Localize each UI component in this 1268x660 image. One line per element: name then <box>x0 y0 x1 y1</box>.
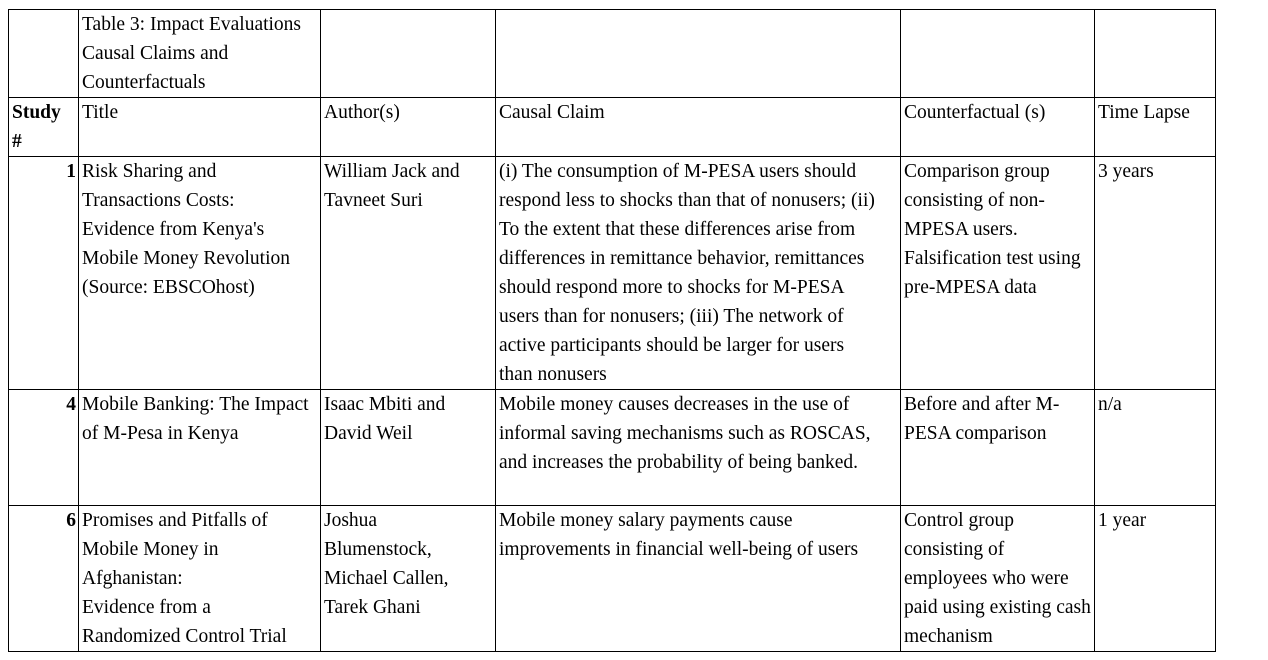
impact-evaluations-table <box>8 9 1216 652</box>
study-number: 4 <box>9 390 79 506</box>
counterfactual: Control group consisting of employees who were paid using existing cash mechanism <box>901 506 1095 652</box>
causal-claim: (i) The consumption of M-PESA users should respond less to shocks than that of nonusers; (ii) To the extent that these differences arise from differences in remittance behavior, remittances should respond more to shocks for M-PESA users than for nonusers; (iii) The network of active participants should be larger for users than nonusers <box>496 157 901 390</box>
empty-cell <box>496 10 901 98</box>
time-lapse: 3 years <box>1095 157 1216 390</box>
header-counterfactual: Counterfactual (s) <box>901 98 1095 157</box>
causal-claim: Mobile money causes decreases in the use of informal saving mechanisms such as ROSCAS, and increases the probability of being banked. <box>496 390 901 506</box>
empty-cell <box>321 10 496 98</box>
study-number: 6 <box>9 506 79 652</box>
study-number: 1 <box>9 157 79 390</box>
header-time-lapse: Time Lapse <box>1095 98 1216 157</box>
time-lapse: 1 year <box>1095 506 1216 652</box>
table-row <box>9 157 1216 390</box>
study-authors: Isaac Mbiti and David Weil <box>321 390 496 506</box>
empty-cell <box>1095 10 1216 98</box>
header-authors: Author(s) <box>321 98 496 157</box>
study-authors: William Jack and Tavneet Suri <box>321 157 496 390</box>
empty-cell <box>9 10 79 98</box>
table-row <box>9 506 1216 652</box>
counterfactual: Comparison group consisting of non- MPESA users. Falsification test using pre-MPESA data <box>901 157 1095 390</box>
causal-claim: Mobile money salary payments cause improvements in financial well-being of users <box>496 506 901 652</box>
counterfactual: Before and after M- PESA comparison <box>901 390 1095 506</box>
table-row <box>9 390 1216 506</box>
study-authors: Joshua Blumenstock, Michael Callen, Tarek Ghani <box>321 506 496 652</box>
header-causal-claim: Causal Claim <box>496 98 901 157</box>
header-title: Title <box>79 98 321 157</box>
header-row <box>9 98 1216 157</box>
header-study: Study # <box>9 98 79 157</box>
study-title: Risk Sharing and Transactions Costs: Evidence from Kenya's Mobile Money Revolution (Source: EBSCOhost) <box>79 157 321 390</box>
time-lapse: n/a <box>1095 390 1216 506</box>
study-title: Promises and Pitfalls of Mobile Money in Afghanistan: Evidence from a Randomized Control Trial <box>79 506 321 652</box>
table-caption: Table 3: Impact Evaluations Causal Claims and Counterfactuals <box>79 10 321 98</box>
empty-cell <box>901 10 1095 98</box>
caption-row <box>9 10 1216 98</box>
spreadsheet-table-view <box>8 9 1216 652</box>
study-title: Mobile Banking: The Impact of M-Pesa in Kenya <box>79 390 321 506</box>
